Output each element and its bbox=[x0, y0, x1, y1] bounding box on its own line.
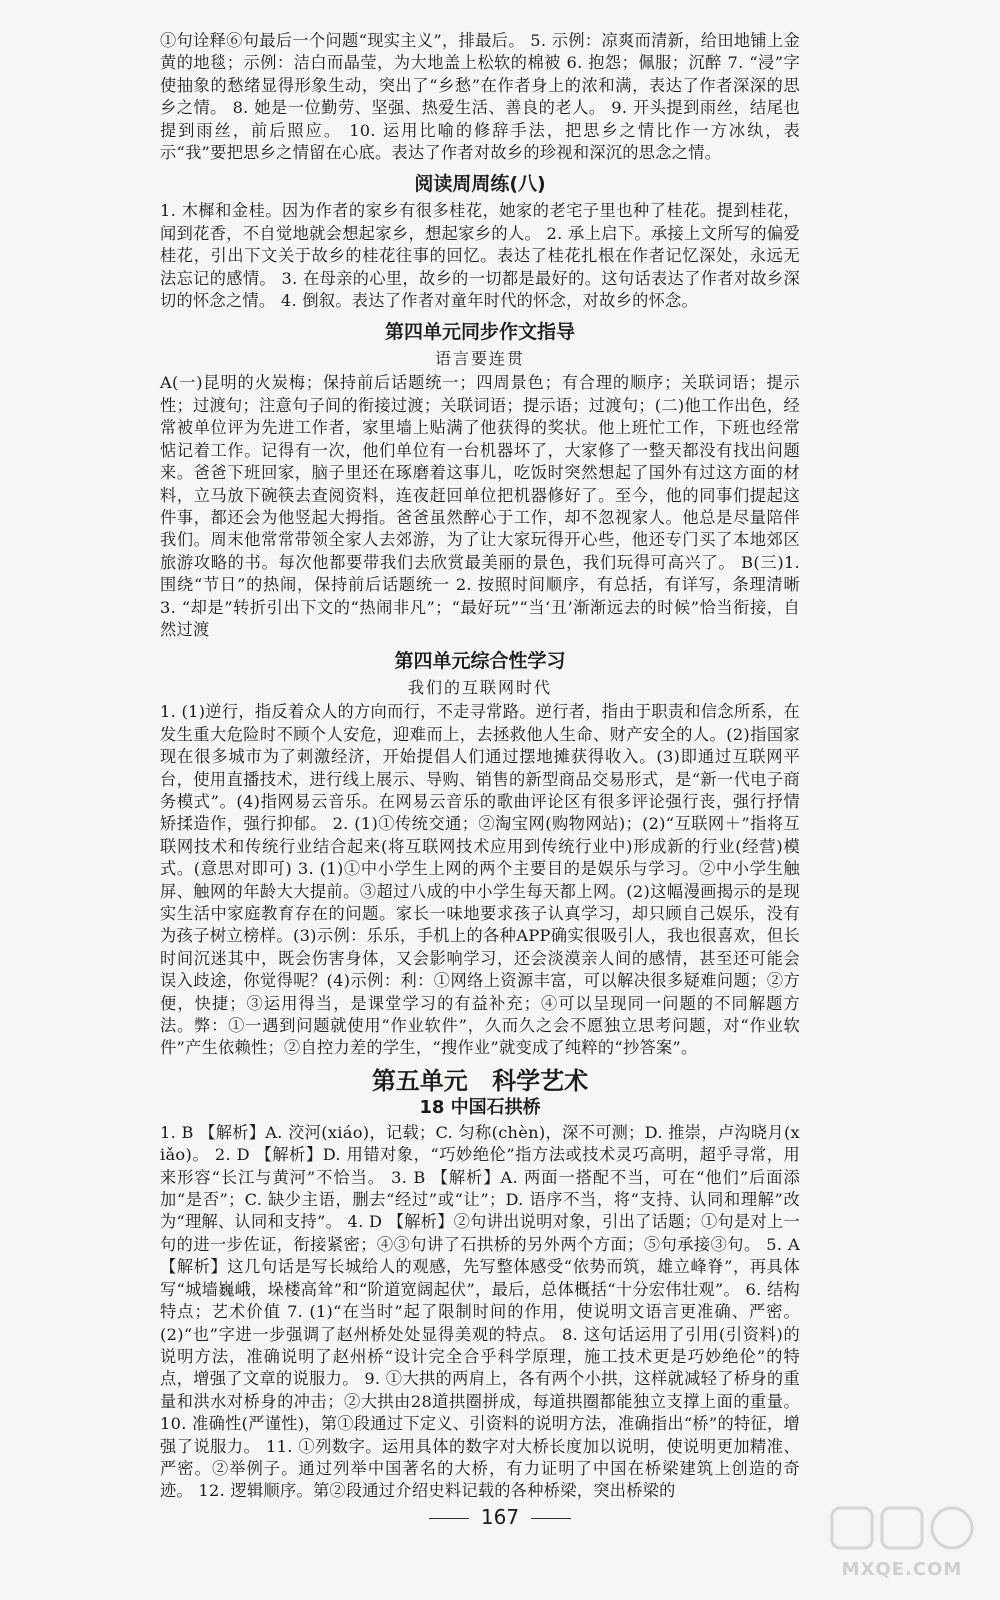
section-subtitle-composition: 语言要连贯 bbox=[434, 349, 525, 369]
answer-paragraph-reading: 1. 木樨和金桂。因为作者的家乡有很多桂花，她家的老宅子里也种了桂花。提到桂花，闻到花香，不自觉地就会想起家乡，想起家乡的人。 2. 承上启下。承接上文所写的偏爱桂花，引出下文关于故乡的桂花往事的回忆。表达了桂花扎根在作者记忆深处，永远无法忘记的感情。 3. 在母亲的心里，故乡的一切都是最好的。这句话表达了作者对故乡深切的怀念之情。 4. 倒叙。表达了作者对童年时代的怀念，对故乡的怀念。 bbox=[160, 201, 800, 311]
page-content bbox=[160, 30, 800, 1503]
section-subtitle-comprehensive: 我们的互联网时代 bbox=[407, 678, 552, 698]
watermark-logo-icon bbox=[822, 1502, 982, 1558]
watermark-logo bbox=[822, 1502, 982, 1582]
answer-paragraph-lesson: 1. B 【解析】A. 洨河(xiáo)，记载；C. 匀称(chèn)，深不可测；D. 推崇，卢沟晓月(xiǎo)。 2. D 【解析】D. 用错对象，“巧妙绝伦”指方法或技术灵巧高明，超乎寻常，用来形容“长江与黄河”不恰当。 3. B 【解析】A. 两面一搭配不当，可在“他们”后面添加“是否”；C. 缺少主语，删去“经过”或“让”；D. 语序不当，将“支持、认同和理解”改为“理解、认同和支持”。 4. D 【解析】②句讲出说明对象，引出了话题；①句是对上一句的进一步佐证，衔接紧密；④③句讲了石拱桥的另外两个方面；⑤句承接③句。 5. A 【解析】这几句话是写长城给人的观感，先写整体感受“依势而筑，雄立峰脊”，再具体写“城墙巍峨，垛楼高耸”和“阶道宽阔起伏”，最后，总体概括“十分宏伟壮观”。 6. 结构特点；艺术价值 7. (1)“在当时”起了限制时间的作用，使说明文语言更准确、严密。(2)“也”字进一步强调了赵州桥处处显得美观的特点。 8. 这句话运用了引用(引资料)的说明方法，准确说明了赵州桥“设计完全合乎科学原理，施工技术更是巧妙绝伦”的特点，增强了文章的说服力。 9. ①大拱的两肩上，各有两个小拱，这样就减轻了桥身的重量和洪水对桥身的冲击；②大拱由28道拱圈拼成，每道拱圈都能独立支撑上面的重量。 10. 准确性(严谨性)，第①段通过下定义、引资料的说明方法，准确指出“桥”的特征，增强了说服力。 11. ①列数字。运用具体的数字对大桥长度加以说明，使说明更加精准、严密。②举例子。通过列举中国著名的大桥，有力证明了中国在桥梁建筑上创造的奇迹。 12. 逻辑顺序。第②段通过介绍史料记载的各种桥梁，突出桥梁的 bbox=[160, 1122, 800, 1501]
section-title-composition: 第四单元同步作文指导 bbox=[384, 321, 575, 344]
answer-paragraph-composition: A(一)昆明的火炭梅；保持前后话题统一；四周景色；有合理的顺序；关联词语；提示性；过渡句；注意句子间的衔接过渡；关联词语；提示语；过渡句；(二)他工作出色，经常被单位评为先进工作者，家里墙上贴满了他获得的奖状。他上班忙工作，下班也经常惦记着工作。记得有一次，他们单位有一台机器坏了，大家修了一整天都没有找出问题来。爸爸下班回家，脑子里还在琢磨着这事儿，吃饭时突然想起了国外有过这方面的材料，立马放下碗筷去查阅资料，连夜赶回单位把机器修好了。至今，他的同事们提起这件事，都还会为他竖起大拇指。爸爸虽然醉心于工作，却不忽视家人。他总是尽量陪伴我们。周末他常常带领全家人去郊游，为了让大家玩得开心些，他还专门买了本地郊区旅游攻略的书。每次他都要带我们去欣赏最美丽的景色，我们玩得可高兴了。 B(三)1. 围绕“节日”的热闹，保持前后话题统一 2. 按照时间顺序，有总括，有详写，条理清晰 3. “却是”转折引出下文的“热闹非凡”；“最好玩”“当‘丑’渐渐远去的时候”恰当衔接，自然过渡 bbox=[160, 373, 800, 639]
watermark-text: MXQE.COM bbox=[841, 1559, 963, 1580]
unit-title: 第五单元 科学艺术 bbox=[371, 1066, 589, 1095]
section-title-reading-weekly: 阅读周周练(八) bbox=[414, 173, 546, 196]
page-number-right-dash bbox=[531, 1518, 571, 1519]
page-number-value: 167 bbox=[480, 1505, 520, 1529]
answer-paragraph-intro: ①句诠释⑥句最后一个问题“现实主义”，排最后。 5. 示例：凉爽而清新，给田地铺上金黄的地毯；示例：洁白而晶莹，为大地盖上松软的棉被 6. 抱怨；佩服；沉醉 7. “浸”字使抽象的愁绪显得形象生动，突出了“乡愁”在作者身上的浓和满，表达了作者深深的思乡之情。 8. 她是一位勤劳、坚强、热爱生活、善良的老人。 9. 开头提到雨丝，结尾也提到雨丝，前后照应。 10. 运用比喻的修辞手法，把思乡之情比作一方冰纨，表示“我”要把思乡之情留在心底。表达了作者对故乡的珍视和深沉的思念之情。 bbox=[160, 31, 800, 163]
section-title-comprehensive: 第四单元综合性学习 bbox=[394, 650, 566, 673]
lesson-title: 18 中国石拱桥 bbox=[419, 1096, 541, 1118]
answer-paragraph-comprehensive: 1. (1)逆行，指反着众人的方向而行，不走寻常路。逆行者，指由于职责和信念所系，在发生重大危险时不顾个人安危，迎难而上，去拯救他人生命、财产安全的人。(2)指国家现在很多城市为了刺激经济，开始提倡人们通过摆地摊获得收入。(3)即通过互联网平台，使用直播技术，进行线上展示、导购、销售的新型商品交易形式，是“新一代电子商务模式”。(4)指网易云音乐。在网易云音乐的歌曲评论区有很多评论强行丧，强行抒情矫揉造作，强行抑郁。 2. (1)①传统交通；②淘宝网(购物网站)；(2)“互联网＋”指将互联网技术和传统行业结合起来(将互联网技术应用到传统行业中)形成新的行业(经营)模式。(意思对即可) 3. (1)①中小学生上网的两个主要目的是娱乐与学习。②中小学生触屏、触网的年龄大大提前。③超过八成的中小学生每天都上网。(2)这幅漫画揭示的是现实生活中家庭教育存在的问题。家长一味地要求孩子认真学习，却只顾自己娱乐，没有为孩子树立榜样。(3)示例：乐乐，手机上的各种APP确实很吸引人，我也很喜欢，但长时间沉迷其中，既会伤害身体，又会影响学习，还会淡漠亲人间的感情，甚至还可能会误入歧途，你觉得呢？(4)示例：利：①网络上资源丰富，可以解决很多疑难问题；②方便，快捷；③运用得当，是课堂学习的有益补充；④可以呈现同一问题的不同解题方法。弊：①一遇到问题就使用“作业软件”，久而久之会不愿独立思考问题，对“作业软件”产生依赖性；②自控力差的学生，“搜作业”就变成了纯粹的“抄答案”。 bbox=[160, 702, 800, 1058]
page-number-left-dash bbox=[429, 1518, 469, 1519]
